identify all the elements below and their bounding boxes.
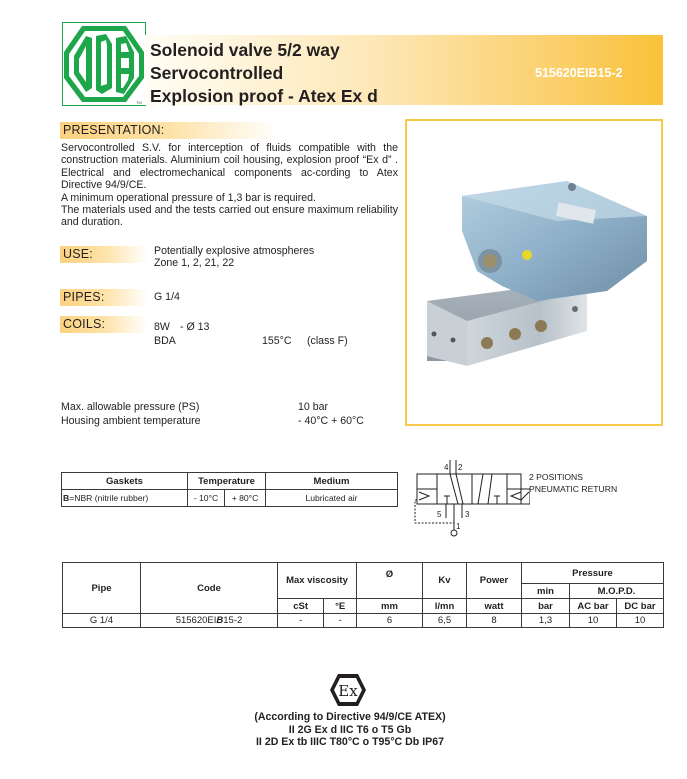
gasket-material: =NBR (nitrile rubber) (69, 493, 149, 503)
code-suffix: 15-2 (223, 615, 243, 626)
diameter-value: 6 (357, 614, 423, 628)
temp-min: - 10°C (188, 490, 225, 507)
medium-header: Medium (266, 473, 398, 490)
diameter-unit-header: mm (357, 599, 423, 614)
ex-atex-icon (328, 672, 368, 708)
port-hole (535, 320, 547, 332)
dc-value: 10 (617, 614, 664, 628)
spec-value-pressure: 10 bar (298, 401, 329, 413)
presentation-label: PRESENTATION: (60, 122, 280, 139)
screw-hole (572, 306, 578, 312)
cable-entry-thread (483, 254, 497, 268)
product-photo-frame (405, 119, 663, 426)
use-line-1: Potentially explosive atmospheres (154, 245, 315, 257)
min-value: 1,3 (522, 614, 570, 628)
product-code: 515620EIB15-2 (535, 66, 623, 80)
kv-unit-header: l/mn (423, 599, 467, 614)
pipe-value: G 1/4 (63, 614, 141, 628)
pipes-value: G 1/4 (154, 291, 180, 303)
coil-power: 8W (154, 321, 170, 333)
power-unit-header: watt (467, 599, 522, 614)
manual-override (568, 183, 576, 191)
max-viscosity-header: Max viscosity (278, 563, 357, 599)
deg-e-header: °E (324, 599, 357, 614)
atex-line: II 2D Ex tb IIIC T80°C o T95°C Db IP67 (255, 736, 445, 749)
title-line-3: Explosion proof - Atex Ex d (150, 86, 378, 106)
trademark-mark: TM (136, 100, 142, 105)
port-hole (509, 328, 521, 340)
spec-label-temperature: Housing ambient temperature (61, 415, 201, 427)
min-header: min (522, 584, 570, 599)
ode-logo (62, 22, 146, 106)
ex-symbol-text: Ex (338, 682, 358, 700)
diagram-caption-line: 2 POSITIONS (529, 472, 583, 482)
diagram-caption-line: PNEUMATIC RETURN (529, 483, 618, 494)
gasket-value (62, 490, 188, 507)
coil-diameter: - Ø 13 (180, 321, 210, 333)
screw-hole (451, 338, 456, 343)
coil-class: (class F) (307, 335, 348, 347)
kv-value: 6,5 (423, 614, 467, 628)
presentation-paragraph: The materials used and the tests carried out ensure maximum reliability and duration. (61, 204, 398, 229)
kv-header: Kv (423, 563, 467, 599)
port-label-1: 1 (456, 522, 461, 531)
screw-hole (432, 332, 437, 337)
atex-label-sticker (522, 250, 532, 260)
pneumatic-symbol (410, 460, 530, 540)
gasket-code: B (63, 493, 70, 503)
atex-line: (According to Directive 94/9/CE ATEX) (254, 711, 446, 723)
temperature-header: Temperature (188, 473, 266, 490)
ac-value: 10 (570, 614, 617, 628)
pressure-header: Pressure (522, 563, 664, 584)
min-unit-header: bar (522, 599, 570, 614)
use-line-2: Zone 1, 2, 21, 22 (154, 257, 235, 269)
spec-value-temperature: - 40°C + 60°C (298, 415, 364, 427)
power-value: 8 (467, 614, 522, 628)
pipes-label: PIPES: (60, 289, 148, 306)
deg-e-value: - (324, 614, 357, 628)
code-prefix: 515620EI (175, 615, 217, 626)
diagram-caption (529, 472, 617, 495)
code-gasket-letter: B (216, 615, 224, 626)
port-label-3: 3 (465, 510, 470, 519)
cst-value: - (278, 614, 324, 628)
gasket-header: Gaskets (62, 473, 188, 490)
spec-label-pressure: Max. allowable pressure (PS) (61, 401, 200, 413)
product-table (62, 562, 664, 628)
table-row (63, 614, 664, 628)
code-value (141, 614, 278, 628)
coil-temperature: 155°C (262, 335, 292, 347)
code-header: Code (141, 563, 278, 614)
port-label-4: 4 (444, 463, 449, 472)
pipe-header: Pipe (63, 563, 141, 614)
coils-label: COILS: (60, 316, 148, 333)
power-header: Power (467, 563, 522, 599)
product-photo (407, 121, 661, 424)
ac-header: AC bar (570, 599, 617, 614)
gasket-table (61, 472, 398, 507)
presentation-paragraph: A minimum operational pressure of 1,3 bar is required. (61, 191, 316, 204)
medium-value: Lubricated air (266, 490, 398, 507)
atex-line: II 2G Ex d IIC T6 o T5 Gb (288, 723, 412, 736)
atex-certification (150, 711, 550, 749)
port-label-2: 2 (458, 463, 463, 472)
port-label-5: 5 (437, 510, 442, 519)
title-line-1: Solenoid valve 5/2 way (150, 40, 340, 60)
title-line-2: Servocontrolled (150, 63, 284, 83)
use-label: USE: (60, 246, 148, 263)
temp-max: + 80°C (225, 490, 266, 507)
cst-header: cSt (278, 599, 324, 614)
mopd-header: M.O.P.D. (570, 584, 664, 599)
presentation-text (61, 142, 398, 229)
dc-header: DC bar (617, 599, 664, 614)
port-hole (481, 337, 493, 349)
diameter-header: Ø (357, 563, 423, 599)
presentation-paragraph: Servocontrolled S.V. for interception of fluids compatible with the construction materials. Aluminium coil housing, explosion proof “Ex d” . Electrical and electromechanical components ac-cording to Atex Directive 94/9/CE. (61, 142, 398, 192)
coil-type: BDA (154, 335, 176, 347)
